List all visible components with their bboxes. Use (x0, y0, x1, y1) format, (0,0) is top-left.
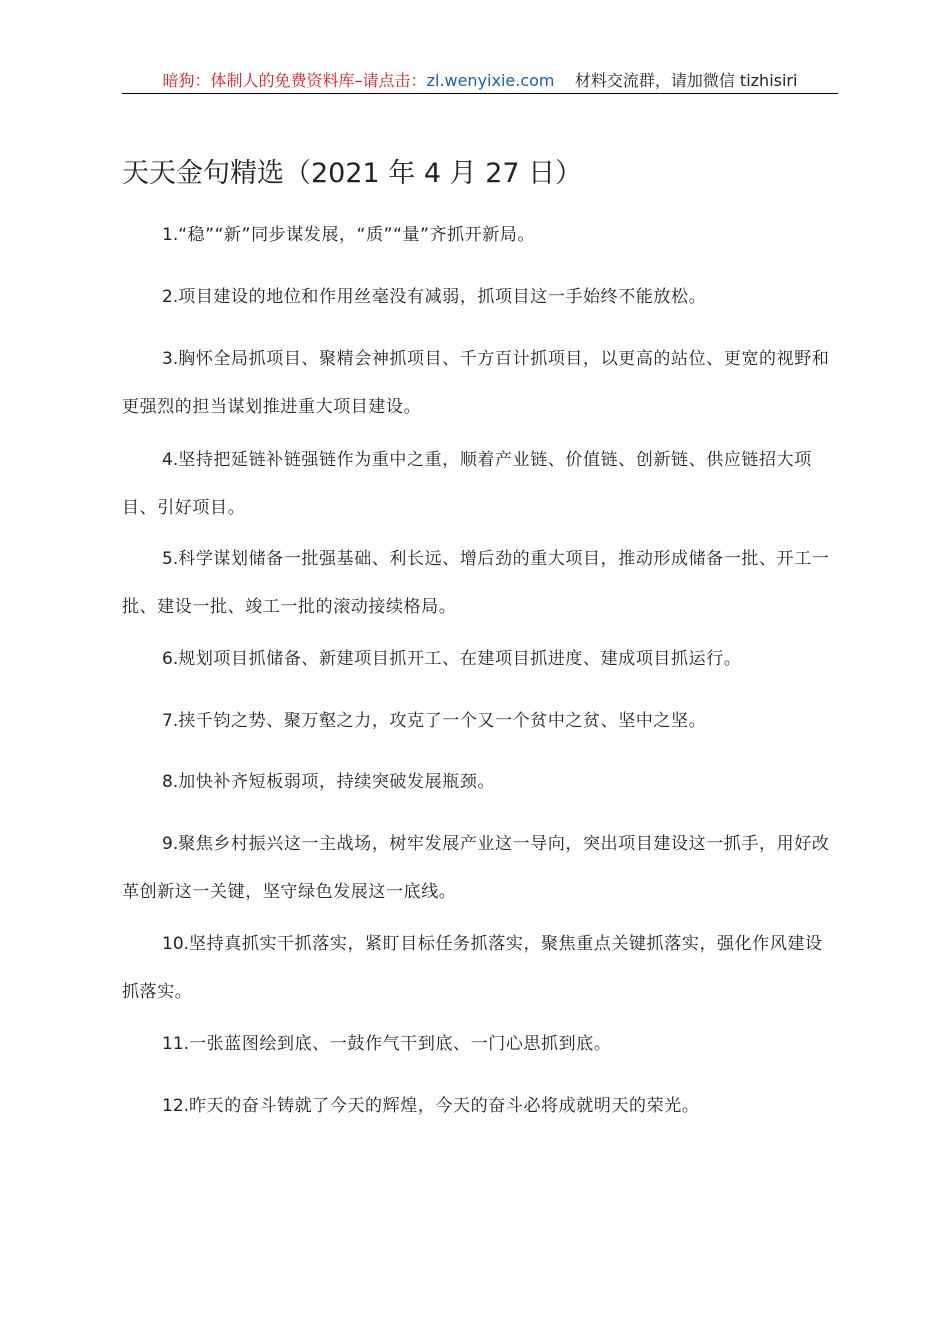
quote-number: 1. (162, 225, 179, 245)
quote-number: 5. (162, 549, 179, 569)
quote-number: 7. (162, 711, 179, 731)
quote-item (122, 436, 838, 532)
quote-item (122, 697, 838, 745)
quote-item (122, 211, 838, 259)
quote-number: 2. (162, 287, 179, 307)
quote-text: 坚持把延链补链强链作为重中之重，顺着产业链、价值链、创新链、供应链招大项目、引好项目。 (122, 450, 812, 518)
quote-item (122, 273, 838, 321)
quote-text: 加快补齐短板弱项，持续突破发展瓶颈。 (178, 772, 496, 792)
quote-number: 4. (162, 450, 179, 470)
quote-item (122, 1020, 838, 1068)
quote-item (122, 635, 838, 683)
site-url-link[interactable]: zl.wenyixie.com (426, 71, 555, 90)
header-divider (122, 93, 838, 94)
page-header (122, 68, 838, 94)
quote-text: “稳”“新”同步谋发展，“质”“量”齐抓开新局。 (178, 225, 536, 245)
quote-text: 坚持真抓实干抓落实，紧盯目标任务抓落实，聚焦重点关键抓落实，强化作风建设抓落实。 (122, 934, 823, 1002)
quote-text: 昨天的奋斗铸就了今天的辉煌，今天的奋斗必将成就明天的荣光。 (189, 1096, 700, 1116)
quote-item (122, 535, 838, 631)
quote-text: 挟千钧之势、聚万壑之力，攻克了一个又一个贫中之贫、坚中之坚。 (178, 711, 707, 731)
quote-item (122, 335, 838, 431)
quote-text: 科学谋划储备一批强基础、利长远、增后劲的重大项目，推动形成储备一批、开工一批、建设一批、竣工一批的滚动接续格局。 (122, 549, 830, 617)
page-title: 天天金句精选（2021 年 4 月 27 日） (122, 158, 583, 189)
quote-text: 胸怀全局抓项目、聚精会神抓项目、千方百计抓项目，以更高的站位、更宽的视野和更强烈的担当谋划推进重大项目建设。 (122, 349, 830, 417)
quote-text: 项目建设的地位和作用丝毫没有减弱，抓项目这一手始终不能放松。 (178, 287, 707, 307)
quote-number: 8. (162, 772, 179, 792)
quote-number: 9. (162, 834, 179, 854)
quote-text: 聚焦乡村振兴这一主战场，树牢发展产业这一导向，突出项目建设这一抓手，用好改革创新这一关键，坚守绿色发展这一底线。 (122, 834, 830, 902)
quote-number: 10. (162, 934, 190, 954)
quote-number: 6. (162, 649, 179, 669)
quote-text: 一张蓝图绘到底、一鼓作气干到底、一门心思抓到底。 (189, 1034, 612, 1054)
group-contact-text: 材料交流群，请加微信 tizhisiri (574, 71, 798, 90)
quote-item (122, 1082, 838, 1130)
quote-item (122, 920, 838, 1016)
quote-item (122, 820, 838, 916)
site-name: 暗狗：体制人的免费资料库 (162, 71, 355, 90)
quote-item (122, 758, 838, 806)
quote-number: 12. (162, 1096, 190, 1116)
quote-number: 11. (162, 1034, 190, 1054)
quote-number: 3. (162, 349, 179, 369)
quote-text: 规划项目抓储备、新建项目抓开工、在建项目抓进度、建成项目抓运行。 (178, 649, 742, 669)
click-prompt: –请点击： (354, 71, 427, 90)
